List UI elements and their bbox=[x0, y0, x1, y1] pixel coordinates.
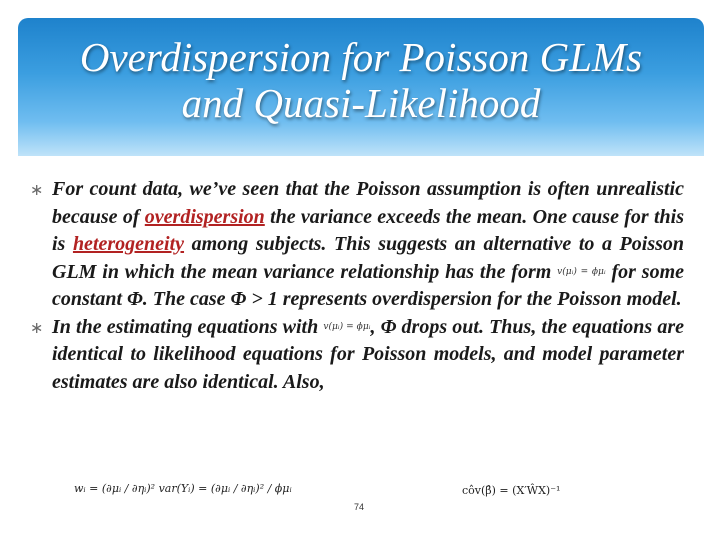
bullet-1-text-c: among subjects. This suggests an alternative to a Poisson GLM in which the mean variance relationship has the form bbox=[52, 233, 685, 283]
bullet-1-text-d: for some constant Φ. The case Φ > 1 represents overdispersion for the Poisson model. bbox=[52, 260, 684, 310]
bullet-1-text-b: the variance exceeds the mean. One cause for this is bbox=[52, 205, 684, 255]
bullet-2-text-b: , Φ drops out. Thus, the equations are identical to likelihood equations for Poisson models, and model parameter estimates are also identical. Also, bbox=[52, 315, 685, 393]
bullet-1-text-a: For count data, we’ve seen that the Poisson assumption is often unrealistic because of bbox=[52, 178, 684, 228]
covariance-formula: côv(β̂) = (X′ŴX)⁻¹ bbox=[462, 484, 561, 497]
variance-formula-inline: v(μᵢ) = ϕμᵢ bbox=[557, 266, 606, 277]
bullet-2 bbox=[30, 314, 685, 397]
weight-formula: wᵢ = (∂μᵢ / ∂ηᵢ)² var(Yᵢ) = (∂μᵢ / ∂ηᵢ)² / ϕμᵢ bbox=[74, 482, 292, 495]
term-heterogeneity: heterogeneity bbox=[72, 233, 185, 255]
slide-title-line-1: Overdispersion for Poisson GLMs bbox=[79, 34, 643, 80]
slide-title bbox=[18, 34, 704, 126]
bullet-asterisk-icon: ∗ bbox=[30, 180, 44, 199]
variance-formula-inline: v(μᵢ) = ϕμᵢ bbox=[323, 321, 371, 332]
bullet-asterisk-icon: ∗ bbox=[30, 317, 44, 337]
slide-body bbox=[30, 176, 685, 396]
bullet-1 bbox=[30, 176, 685, 314]
page-number: 74 bbox=[354, 502, 365, 512]
term-overdispersion: overdispersion bbox=[144, 205, 265, 228]
bullet-2-text-a: In the estimating equations with bbox=[52, 315, 324, 338]
slide-title-line-2: and Quasi-Likelihood bbox=[181, 80, 541, 126]
